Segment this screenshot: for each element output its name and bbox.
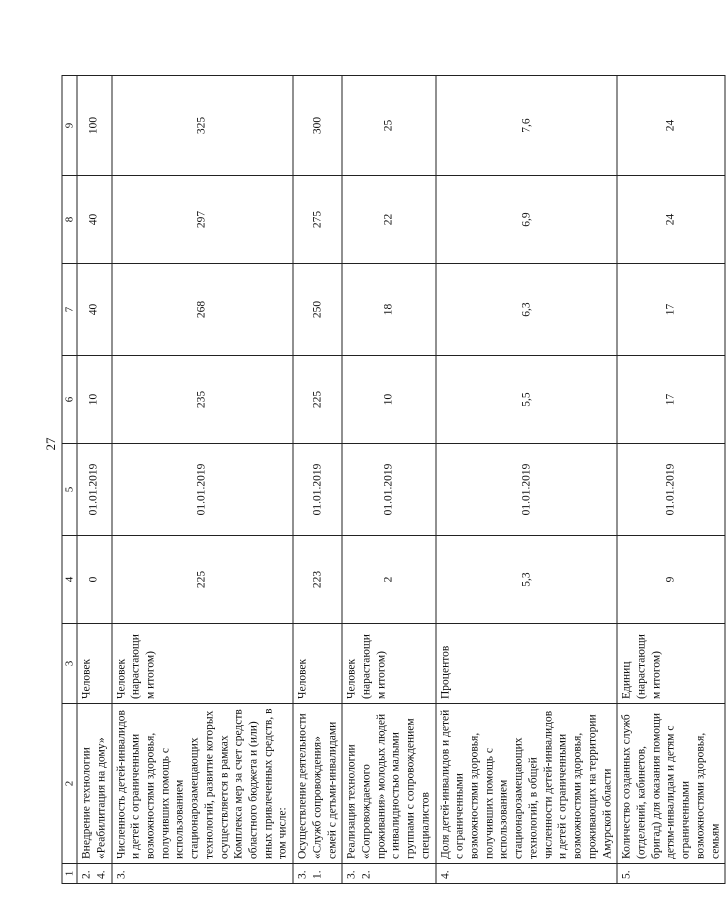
value-col9: 25 <box>342 76 435 176</box>
value-col7: 40 <box>77 264 111 356</box>
value-col6: 10 <box>342 356 435 444</box>
indicator-name: Доля детей-инвалидов и детей с ограниченными возможностями здоровья, получивших помощь с использованием стационарозамещающих технологий, в общей численности детей-инвалидов и детей с ограниченными возможностями здоровья, проживающих на территории Амурской области <box>436 704 618 864</box>
unit: Процентов <box>436 624 618 704</box>
base-value: 0 <box>77 536 111 624</box>
base-value: 5,3 <box>436 536 618 624</box>
table-row <box>617 76 725 884</box>
page-number: 27 <box>43 437 58 451</box>
base-date: 01.01.2019 <box>77 444 111 536</box>
value-col8: 297 <box>112 176 294 264</box>
value-col9: 7,6 <box>436 76 618 176</box>
indicator-name: Осуществление деятельности «Служб сопровождения» семей с детьми-инвалидами <box>293 704 342 864</box>
unit: Человек <box>293 624 342 704</box>
value-col9: 24 <box>617 76 725 176</box>
value-col6: 10 <box>77 356 111 444</box>
value-col9: 300 <box>293 76 342 176</box>
base-date: 01.01.2019 <box>436 444 618 536</box>
unit: Единиц (нарастающим итогом) <box>617 624 725 704</box>
value-col8: 22 <box>342 176 435 264</box>
row-number: 5. <box>617 864 725 884</box>
header-cell: 1 <box>62 864 77 884</box>
indicator-name: Реализация технологии «Сопровождаемого проживания» молодых людей с инвалидностью малыми группами с сопровождением специалистов <box>342 704 435 864</box>
base-date: 01.01.2019 <box>342 444 435 536</box>
unit: Человек (нарастающим итогом) <box>112 624 294 704</box>
header-cell: 4 <box>62 536 77 624</box>
base-value: 2 <box>342 536 435 624</box>
header-cell: 5 <box>62 444 77 536</box>
indicator-name: Количество созданных служб (отделений, кабинетов, бригад) для оказания помощи детям-инвалидам и детям с ограниченными возможностями здоровья, семьям <box>617 704 725 864</box>
indicator-name: Внедрение технологии «Реабилитация на дому» <box>77 704 111 864</box>
row-number: 3.2. <box>342 864 435 884</box>
value-col7: 250 <box>293 264 342 356</box>
header-cell: 9 <box>62 76 77 176</box>
indicators-table <box>62 75 726 884</box>
value-col7: 6,3 <box>436 264 618 356</box>
value-col8: 24 <box>617 176 725 264</box>
header-cell: 3 <box>62 624 77 704</box>
header-cell: 8 <box>62 176 77 264</box>
base-date: 01.01.2019 <box>112 444 294 536</box>
table-row <box>436 76 618 884</box>
value-col8: 40 <box>77 176 111 264</box>
value-col9: 100 <box>77 76 111 176</box>
base-value: 223 <box>293 536 342 624</box>
table-row <box>112 76 294 884</box>
value-col8: 275 <box>293 176 342 264</box>
table-row <box>342 76 435 884</box>
base-value: 225 <box>112 536 294 624</box>
unit: Человек (нарастающим итогом) <box>342 624 435 704</box>
header-cell: 7 <box>62 264 77 356</box>
row-number: 4. <box>436 864 618 884</box>
row-number: 3. <box>112 864 294 884</box>
rotated-table-wrapper <box>62 76 722 884</box>
base-date: 01.01.2019 <box>293 444 342 536</box>
base-date: 01.01.2019 <box>617 444 725 536</box>
header-cell: 6 <box>62 356 77 444</box>
unit: Человек <box>77 624 111 704</box>
table-row <box>293 76 342 884</box>
value-col8: 6,9 <box>436 176 618 264</box>
value-col7: 18 <box>342 264 435 356</box>
value-col6: 235 <box>112 356 294 444</box>
row-number: 3.1. <box>293 864 342 884</box>
value-col7: 17 <box>617 264 725 356</box>
value-col9: 325 <box>112 76 294 176</box>
value-col6: 5,5 <box>436 356 618 444</box>
base-value: 9 <box>617 536 725 624</box>
value-col6: 225 <box>293 356 342 444</box>
header-cell: 2 <box>62 704 77 864</box>
indicator-name: Численность детей-инвалидов и детей с ограниченными возможностями здоровья, получивших помощь с использованием стационарозамещающих технологий, развитие которых осуществляется в рамках Комплекса мер за счет средств областного бюджета и (или) иных привлеченных средств, в том числе: <box>112 704 294 864</box>
value-col7: 268 <box>112 264 294 356</box>
table-row <box>77 76 111 884</box>
value-col6: 17 <box>617 356 725 444</box>
row-number: 2.4. <box>77 864 111 884</box>
header-row <box>62 76 77 884</box>
